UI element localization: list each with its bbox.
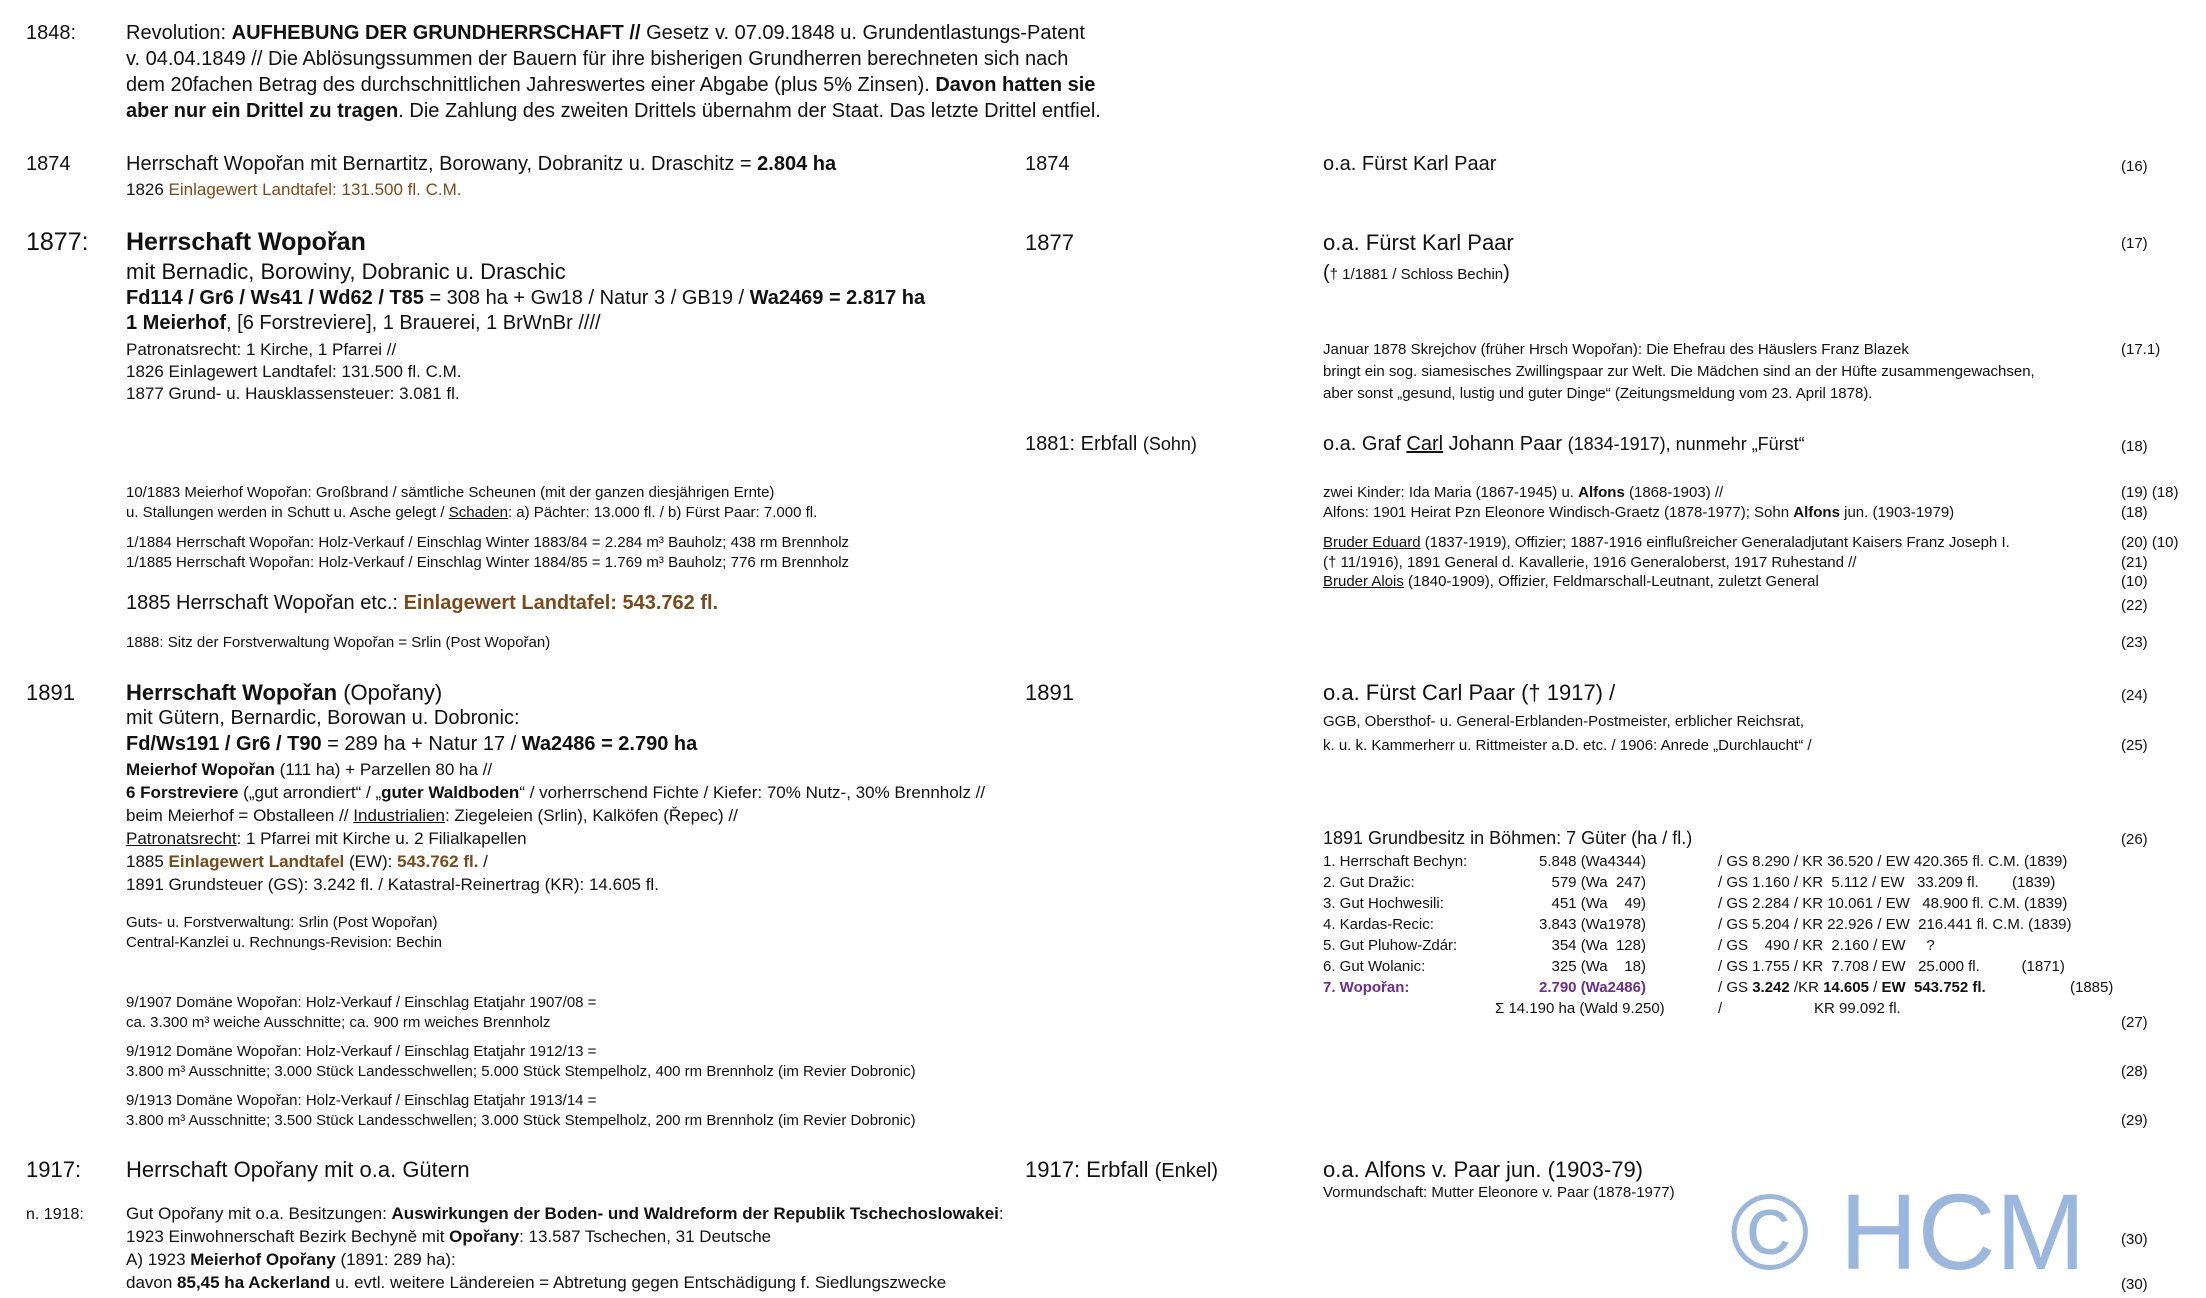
table-row: 1. Herrschaft Bechyn: [1323, 853, 1468, 870]
table-cell-gs: / GS 1.160 / KR 5.112 / EW 33.209 fl. (1839) [1718, 874, 2056, 891]
owner-1881: o.a. Graf Carl Johann Paar (1834-1917), nunmehr „Fürst“ [1323, 433, 1805, 455]
text-1848-line4: aber nur ein Drittel zu tragen. Die Zahlung des zweiten Drittels übernahm der Staat. Das letzte Drittel entfiel. [126, 100, 1101, 122]
text-1874-line1: Herrschaft Wopořan mit Bernartitz, Borowany, Dobranitz u. Draschitz = 2.804 ha [126, 153, 837, 175]
ref-19-18: (19) (18) [2121, 484, 2179, 501]
text-1918-line4: davon 85,45 ha Ackerland u. evtl. weitere Ländereien = Abtretung gegen Entschädigung f. Siedlungszwecke [126, 1273, 947, 1292]
ref-17: (17) [2121, 235, 2148, 252]
wood-1912-line2: 3.800 m³ Ausschnitte; 3.000 Stück Landesschwellen; 5.000 Stück Stempelholz, 400 rm Brennholz (im Revier Dobronic) [126, 1063, 916, 1080]
table-row: 5. Gut Pluhow-Zdár: [1323, 937, 1458, 954]
owner-1891: o.a. Fürst Carl Paar († 1917) / [1323, 680, 1616, 705]
text-1891-line5: 6 Forstreviere („gut arrondiert“ / „guter Waldboden“ / vorherrschend Fichte / Kiefer: 70% Nutz-, 30% Brennholz // [126, 783, 986, 802]
wood-1913-line2: 3.800 m³ Ausschnitte; 3.500 Stück Landesschwellen; 3.000 Stück Stempelholz, 200 rm Brennholz (im Revier Dobronic) [126, 1112, 916, 1129]
table-row: 2. Gut Dražic: [1323, 874, 1415, 891]
ref-23: (23) [2121, 634, 2148, 651]
wood-1913-line1: 9/1913 Domäne Wopořan: Holz-Verkauf / Einschlag Etatjahr 1913/14 = [126, 1092, 597, 1109]
table-cell-ha: 325 (Wa 18) [1551, 958, 1646, 975]
copyright-watermark: © HCM [1730, 1171, 2086, 1292]
wood-1907-line1: 9/1907 Domäne Wopořan: Holz-Verkauf / Einschlag Etatjahr 1907/08 = [126, 994, 597, 1011]
note-1878-line1: Januar 1878 Skrejchov (früher Hrsch Wopořan): Die Ehefrau des Häuslers Franz Blazek [1323, 341, 1909, 358]
text-1877-line3: Fd114 / Gr6 / Ws41 / Wd62 / T85 = 308 ha + Gw18 / Natur 3 / GB19 / Wa2469 = 2.817 ha [126, 287, 926, 309]
text-1891-line10: Guts- u. Forstverwaltung: Srlin (Post Wopořan) [126, 914, 438, 931]
text-1877-line7: 1877 Grund- u. Hausklassensteuer: 3.081 fl. [126, 384, 460, 403]
ref-27: (27) [2121, 1014, 2148, 1031]
table-cell-gs: / GS 5.204 / KR 22.926 / EW 216.441 fl. C.M. (1839) [1718, 916, 2072, 933]
table-cell-gs: / GS 2.284 / KR 10.061 / EW 48.900 fl. C.M. (1839) [1718, 895, 2068, 912]
text-1918-line1: Gut Opořany mit o.a. Besitzungen: Auswirkungen der Boden- und Waldreform der Republik Tschechoslowakei: [126, 1204, 1004, 1223]
text-1877-line2: mit Bernadic, Borowiny, Dobranic u. Draschic [126, 259, 566, 284]
mid-1917: 1917: Erbfall (Enkel) [1025, 1157, 1218, 1182]
mid-1891: 1891 [1025, 680, 1074, 705]
table-cell-ha: 579 (Wa 247) [1551, 874, 1646, 891]
family-line3: Bruder Eduard (1837-1919), Offizier; 1887-1916 einflußreicher Generaladjutant Kaisers Franz Joseph I. [1323, 534, 2010, 551]
wood-1907-line2: ca. 3.300 m³ weiche Ausschnitte; ca. 900 rm weiches Brennholz [126, 1014, 551, 1031]
table-cell-gs: / GS 3.242 /KR 14.605 / EW 543.752 fl. [1718, 979, 1986, 996]
owner-1874: o.a. Fürst Karl Paar [1323, 153, 1497, 175]
family-line5: Bruder Alois (1840-1909), Offizier, Feldmarschall-Leutnant, zuletzt General [1323, 573, 1819, 590]
title-1877: Herrschaft Wopořan [126, 228, 366, 256]
table-title: 1891 Grundbesitz in Böhmen: 7 Güter (ha / fl.) [1323, 828, 1693, 848]
owner-1891-line3: k. u. k. Kammerherr u. Rittmeister a.D. etc. / 1906: Anrede „Durchlaucht“ / [1323, 737, 1812, 754]
text-1888: 1888: Sitz der Forstverwaltung Wopořan = Srlin (Post Wopořan) [126, 634, 551, 651]
table-cell-gs: / GS 1.755 / KR 7.708 / EW 25.000 fl. (1871) [1718, 958, 2065, 975]
ref-29: (29) [2121, 1112, 2148, 1129]
ref-30a: (30) [2121, 1231, 2148, 1248]
table-cell-year: (1885) [2070, 979, 2114, 996]
ref-30b: (30) [2121, 1276, 2148, 1293]
text-1918-line3: A) 1923 Meierhof Opořany (1891: 289 ha): [126, 1250, 456, 1269]
text-1885-einlagewert: 1885 Herrschaft Wopořan etc.: Einlagewert Landtafel: 543.762 fl. [126, 592, 719, 614]
text-1884: 1/1884 Herrschaft Wopořan: Holz-Verkauf / Einschlag Winter 1883/84 = 2.284 m³ Bauholz; 438 rm Brennholz [126, 534, 850, 551]
table-row: 3. Gut Hochwesili: [1323, 895, 1444, 912]
text-1848-line1: Revolution: AUFHEBUNG DER GRUNDHERRSCHAFT // Gesetz v. 07.09.1848 u. Grundentlastungs-Patent [126, 22, 1085, 44]
table-cell-ha: 354 (Wa 128) [1551, 937, 1646, 954]
ref-25: (25) [2121, 737, 2148, 754]
year-1917: 1917: [26, 1157, 82, 1182]
note-1878-line3: aber sonst „gesund, lustig und guter Dinge“ (Zeitungsmeldung vom 23. April 1878). [1323, 385, 1873, 402]
text-1891-line8: 1885 Einlagewert Landtafel (EW): 543.762 fl. / [126, 852, 488, 871]
title-1891: Herrschaft Wopořan (Opořany) [126, 680, 443, 705]
table-row: 4. Kardas-Recic: [1323, 916, 1434, 933]
table-cell-ha: 451 (Wa 49) [1551, 895, 1646, 912]
table-sum-kr: KR 99.092 fl. [1814, 1000, 1901, 1017]
ref-26: (26) [2121, 831, 2148, 848]
ref-18b: (18) [2121, 504, 2148, 521]
ref-22: (22) [2121, 597, 2148, 614]
text-1877-line4: 1 Meierhof, [6 Forstreviere], 1 Brauerei, 1 BrWnBr //// [126, 312, 601, 334]
year-1848: 1848: [26, 22, 77, 44]
mid-1881: 1881: Erbfall (Sohn) [1025, 433, 1197, 455]
text-1891-line9: 1891 Grundsteuer (GS): 3.242 fl. / Katastral-Reinertrag (KR): 14.605 fl. [126, 875, 659, 894]
ref-21: (21) [2121, 554, 2148, 571]
year-1891: 1891 [26, 680, 75, 705]
text-1883-line2: u. Stallungen werden in Schutt u. Asche gelegt / Schaden: a) Pächter: 13.000 fl. / b) Fürst Paar: 7.000 fl. [126, 504, 818, 521]
table-cell-gs: / GS 490 / KR 2.160 / EW ? [1718, 937, 1935, 954]
text-1883-line1: 10/1883 Meierhof Wopořan: Großbrand / sämtliche Scheunen (mit der ganzen diesjährigen Ernte) [126, 484, 775, 501]
text-1918-line2: 1923 Einwohnerschaft Bezirk Bechyně mit Opořany: 13.587 Tschechen, 31 Deutsche [126, 1227, 772, 1246]
text-1891-line7: Patronatsrecht: 1 Pfarrei mit Kirche u. 2 Filialkapellen [126, 829, 527, 848]
mid-1874: 1874 [1025, 153, 1070, 175]
table-cell-ha: 2.790 (Wa2486) [1538, 979, 1646, 996]
ref-20-10: (20) (10) [2121, 534, 2179, 551]
family-line1: zwei Kinder: Ida Maria (1867-1945) u. Alfons (1868-1903) // [1323, 484, 1724, 501]
owner-1917: o.a. Alfons v. Paar jun. (1903-79) [1323, 1157, 1643, 1182]
text-1877-line6: 1826 Einlagewert Landtafel: 131.500 fl. C.M. [126, 362, 462, 381]
ref-28: (28) [2121, 1063, 2148, 1080]
year-1874: 1874 [26, 153, 71, 175]
family-line2: Alfons: 1901 Heirat Pzn Eleonore Windisch-Graetz (1878-1977); Sohn Alfons jun. (1903-1979) [1323, 504, 1955, 521]
text-1891-line4: Meierhof Wopořan (111 ha) + Parzellen 80 ha // [126, 760, 493, 779]
table-sum-slash: / [1718, 1000, 1723, 1017]
note-1878-line2: bringt ein sog. siamesisches Zwillingspaar zur Welt. Die Mädchen sind an der Hüfte zusammengewachsen, [1323, 363, 2035, 380]
ref-16: (16) [2121, 158, 2148, 175]
ref-18: (18) [2121, 438, 2148, 455]
table-cell-gs: / GS 8.290 / KR 36.520 / EW 420.365 fl. C.M. (1839) [1718, 853, 2068, 870]
text-1848-line3: dem 20fachen Betrag des durchschnittlichen Jahreswertes einer Abgabe (plus 5% Zinsen). Davon hatten sie [126, 74, 1096, 96]
owner-1877: o.a. Fürst Karl Paar [1323, 230, 1514, 255]
ref-17-1: (17.1) [2121, 341, 2161, 358]
mid-1877: 1877 [1025, 230, 1074, 255]
text-1874-line2: 1826 Einlagewert Landtafel: 131.500 fl. C.M. [126, 180, 462, 199]
text-1891-line11: Central-Kanzlei u. Rechnungs-Revision: Bechin [126, 934, 442, 951]
table-row-woporan: 7. Wopořan: [1323, 979, 1410, 996]
text-1877-line5: Patronatsrecht: 1 Kirche, 1 Pfarrei // [126, 340, 397, 359]
table-row: 6. Gut Wolanic: [1323, 958, 1426, 975]
text-1848-line2: v. 04.04.1849 // Die Ablösungssummen der Bauern für ihre bisherigen Grundherren berechneten sich nach [126, 48, 1069, 70]
table-cell-ha: 3.843 (Wa1978) [1538, 916, 1646, 933]
text-1885: 1/1885 Herrschaft Wopořan: Holz-Verkauf / Einschlag Winter 1884/85 = 1.769 m³ Bauholz; 776 rm Brennholz [126, 554, 850, 571]
table-sum: Σ 14.190 ha (Wald 9.250) [1495, 1000, 1665, 1017]
owner-1917-guardian: Vormundschaft: Mutter Eleonore v. Paar (1878-1977) [1323, 1184, 1675, 1201]
owner-1877-death: († 1/1881 / Schloss Bechin) [1323, 262, 1510, 284]
text-1891-line2: mit Gütern, Bernardic, Borowan u. Dobronic: [126, 707, 520, 729]
text-1891-line6: beim Meierhof = Obstalleen // Industrialien: Ziegeleien (Srlin), Kalköfen (Řepec) // [126, 806, 738, 825]
wood-1912-line1: 9/1912 Domäne Wopořan: Holz-Verkauf / Einschlag Etatjahr 1912/13 = [126, 1043, 597, 1060]
year-1918: n. 1918: [26, 1206, 84, 1223]
ref-24: (24) [2121, 687, 2148, 704]
text-1891-line3: Fd/Ws191 / Gr6 / T90 = 289 ha + Natur 17 / Wa2486 = 2.790 ha [126, 733, 698, 755]
year-1877: 1877: [26, 228, 89, 256]
table-cell-ha: 5.848 (Wa4344) [1538, 853, 1646, 870]
title-1917: Herrschaft Opořany mit o.a. Gütern [126, 1157, 470, 1182]
owner-1891-line2: GGB, Obersthof- u. General-Erblanden-Postmeister, erblicher Reichsrat, [1323, 713, 1805, 730]
ref-10: (10) [2121, 573, 2148, 590]
family-line4: († 11/1916), 1891 General d. Kavallerie, 1916 Generaloberst, 1917 Ruhestand // [1323, 554, 1857, 571]
